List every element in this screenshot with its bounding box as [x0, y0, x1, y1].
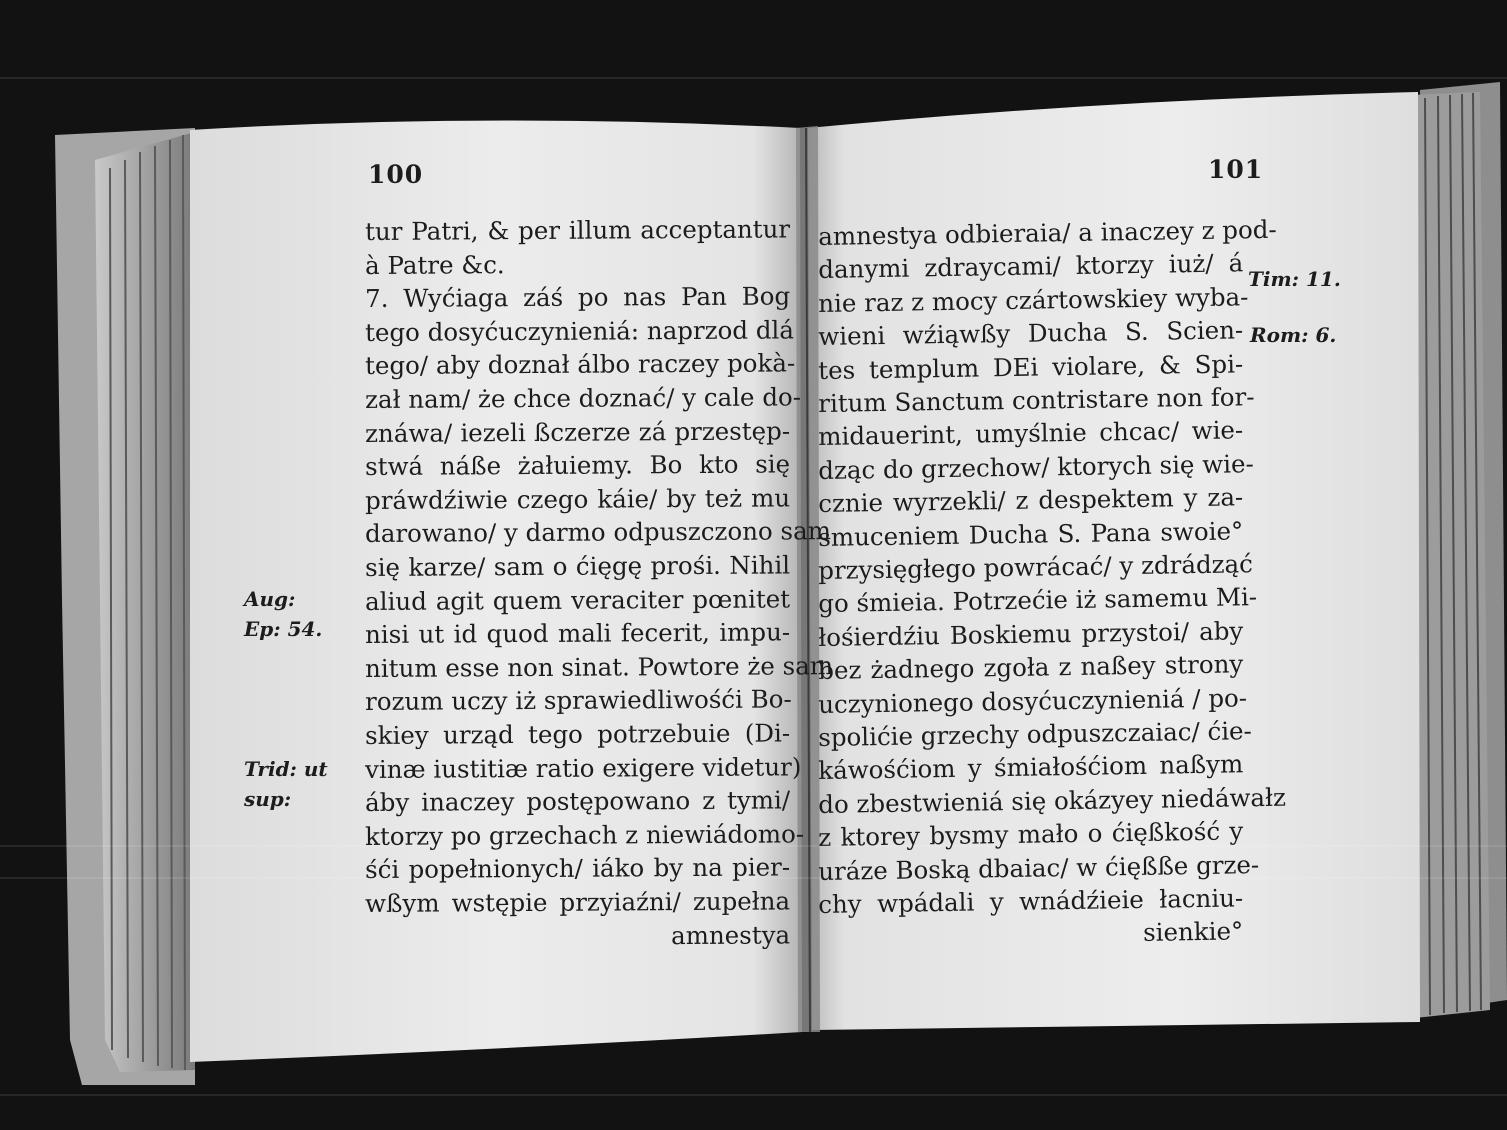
- text-line: tego dosyćuczynieniá: naprzod dlá: [365, 315, 794, 347]
- text-line: amnestya odbieraia/ a inaczey z pod-: [818, 214, 1277, 251]
- text-line: do zbestwieniá się okázyey niedáwałz: [818, 782, 1287, 819]
- text-line: z ktorey bysmy mało o ćięßkość y: [818, 816, 1244, 853]
- text-line: 7. Wyćiaga záś po nas Pan Bog: [365, 281, 791, 314]
- text-line: uráze Boską dbaiac/ w ćięßße grze-: [818, 849, 1260, 886]
- text-line: tes templum DEi violare, & Spi-: [818, 348, 1244, 385]
- text-line: práwdźiwie czego káie/ by też mu: [365, 483, 791, 515]
- text-line: áby inaczey postępowano z tymi/: [365, 785, 791, 818]
- margin-note-rom: Rom: 6.: [1250, 323, 1337, 347]
- text-line: wieni wźiąwßy Ducha S. Scien-: [818, 315, 1244, 352]
- text-line: tego/ aby doznał álbo raczey pokà-: [365, 348, 796, 381]
- text-line: dząc do grzechow/ ktorych się wie-: [818, 448, 1254, 485]
- text-line: sienkie°: [1142, 916, 1244, 948]
- text-line: à Patre &c.: [365, 249, 505, 280]
- text-line: ktorzy po grzechach z niewiádomo-: [365, 819, 805, 851]
- left-page-number: 100: [368, 160, 424, 189]
- margin-note-tim: Tim: 11.: [1248, 267, 1341, 291]
- text-line: danymi zdraycami/ ktorzy iuż/ á: [818, 248, 1244, 285]
- text-line: ritum Sanctum contristare non for-: [818, 382, 1255, 418]
- text-line: amnestya: [671, 919, 791, 950]
- text-line: łośierdźiu Boskiemu przystoi/ aby: [818, 616, 1244, 652]
- text-line: nie raz z mocy czártowskiey wyba-: [818, 282, 1249, 318]
- margin-note-aug: Aug:: [244, 587, 296, 611]
- text-line: smuceniem Ducha S. Pana swoie°: [818, 515, 1244, 552]
- text-line: chy wpádali y wnádźieie łacniu-: [818, 883, 1244, 919]
- margin-note-trid: Trid: ut: [244, 757, 328, 781]
- text-line: aliud agit quem veraciter pœnitet: [365, 583, 791, 616]
- margin-note-aug: Ep: 54.: [244, 617, 323, 641]
- text-line: skiey urząd tego potrzebuie (Di-: [365, 718, 791, 750]
- text-line: vinæ iustitiæ ratio exigere videtur): [365, 751, 802, 784]
- text-line: przysięgłego powrácać/ y zdrádząć: [818, 549, 1254, 585]
- text-line: wßym wstępie przyiaźni/ zupełna: [365, 886, 791, 918]
- text-line: się karze/ sam o ćięgę prośi. Nihil: [365, 550, 791, 582]
- text-line: cznie wyrzekli/ z despektem y za-: [818, 482, 1244, 519]
- text-line: tur Patri, & per illum acceptantur: [365, 214, 791, 246]
- text-line: rozum uczy iż sprawiedliwośći Bo-: [365, 684, 792, 717]
- text-line: darowano/ y darmo odpuszczono sam: [365, 516, 831, 549]
- text-line: nitum esse non sinat. Powtore że sam: [365, 650, 834, 683]
- text-line: znáwa/ iezeli ßczerze zá przestęp-: [365, 415, 791, 448]
- margin-note-trid: sup:: [244, 787, 292, 811]
- text-line: nisi ut id quod mali fecerit, impu-: [365, 617, 791, 650]
- text-line: stwá náße żałuiemy. Bo kto się: [365, 449, 791, 482]
- text-line: káwośćiom y śmiałośćiom naßym: [818, 749, 1244, 786]
- text-line: go śmieia. Potrzećie iż samemu Mi-: [818, 582, 1258, 619]
- text-line: uczynionego dosyćuczynieniá / po-: [818, 682, 1248, 719]
- right-page-number: 101: [1208, 155, 1264, 184]
- text-line: midauerint, umyślnie chcac/ wie-: [818, 415, 1244, 452]
- text-line: zał nam/ że chce doznać/ y cale do-: [365, 382, 802, 414]
- text-line: śći popełnionych/ iáko by na pier-: [365, 852, 791, 885]
- text-line: bez żadnego zgoła z naßey strony: [818, 649, 1244, 686]
- text-line: spolićie grzechy odpuszczaiac/ ćie-: [818, 716, 1253, 752]
